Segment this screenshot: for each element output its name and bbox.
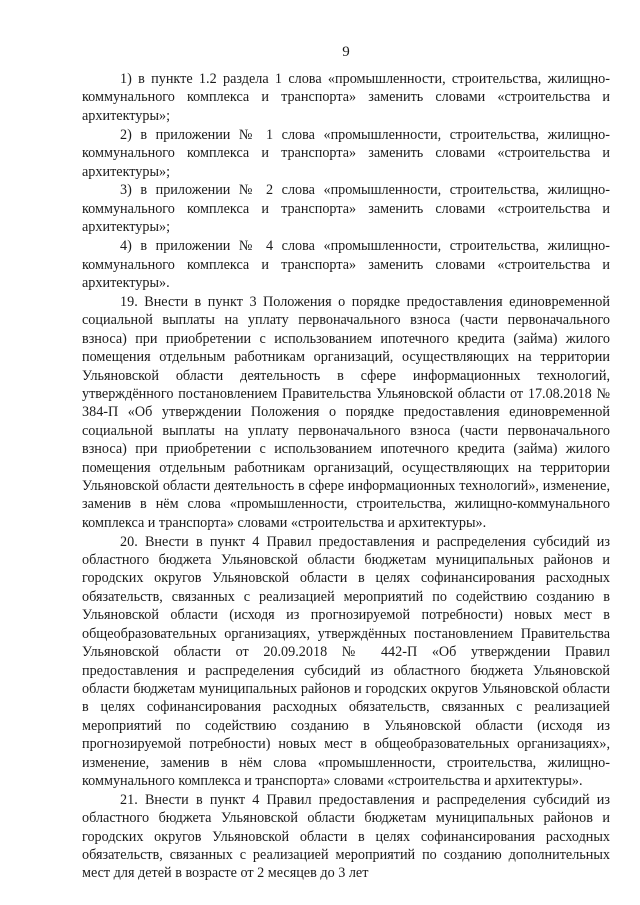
paragraph-item-4: 4) в приложении № 4 слова «промышленности, строительства, жилищно-коммунального комплекса и транспорта» заменить словами «строительства и архитектуры».	[82, 238, 610, 291]
paragraph-item-2: 2) в приложении № 1 слова «промышленности, строительства, жилищно-коммунального комплекса и транспорта» заменить словами «строительства и архитектуры»;	[82, 126, 610, 180]
paragraph-clause-20: 20. Внести в пункт 4 Правил предоставления и распределения субсидий из областного бюджета Ульяновской области бюджетам муниципальных районов и городских округов Ульяновской области в целях софинансирования расходных обязательств, связанных с реализацией мероприятий по содействию созданию в Ульяновской области (исходя из прогнозируемой потребности) новых мест в общеобразовательных организациях, утверждённых постановлением Правительства Ульяновской области от 20.09.2018 № 442-П «Об утверждении Правил предоставления и распределения субсидий из областного бюджета Ульяновской области бюджетам муниципальных районов и городских округов Ульяновской области в целях софинансирования расходных обязательств, связанных с реализацией мероприятий по содействию созданию в Ульяновской области (исходя из прогнозируемой потребности) новых мест в общеобразовательных организациях», изменение, заменив в нём слова «промышленности, строительства, жилищно-коммунального комплекса и транспорта» словами «строительства и архитектуры».	[82, 533, 610, 789]
paragraph-clause-21: 21. Внести в пункт 4 Правил предоставления и распределения субсидий из областного бюджета Ульяновской области бюджетам муниципальных районов и городских округов Ульяновской области в целях софинансирования расходных обязательств, связанных с реализацией мероприятий по созданию дополнительных мест для детей в возрасте от 2 месяцев до 3 лет	[82, 791, 610, 882]
paragraph-item-1: 1) в пункте 1.2 раздела 1 слова «промышленности, строительства, жилищно-коммунального комплекса и транспорта» заменить словами «строительства и архитектуры»;	[82, 71, 610, 124]
page-number: 9	[342, 44, 350, 60]
paragraph-clause-19: 19. Внести в пункт 3 Положения о порядке предоставления единовременной социальной выплаты на уплату первоначального взноса (части первоначального взноса) при приобретении с использованием ипотечного кредита (займа) жилого помещения отдельным работникам организаций, осуществляющих на территории Ульяновской области деятельность в сфере информационных технологий, утверждённого постановлением Правительства Ульяновской области от 17.08.2018 № 384-П «Об утверждении Положения о порядке предоставления единовременной социальной выплаты на уплату первоначального взноса (части первоначального взноса) при приобретении с использованием ипотечного кредита (займа) жилого помещения отдельным работникам организаций, осуществляющих на территории Ульяновской области деятельность в сфере информационных технологий», изменение, заменив в нём слова «промышленности, строительства, жилищно-коммунального комплекса и транспорта» словами «строительства и архитектуры».	[82, 293, 610, 531]
paragraph-item-3: 3) в приложении № 2 слова «промышленности, строительства, жилищно-коммунального комплекса и транспорта» заменить словами «строительства и архитектуры»;	[82, 182, 610, 236]
